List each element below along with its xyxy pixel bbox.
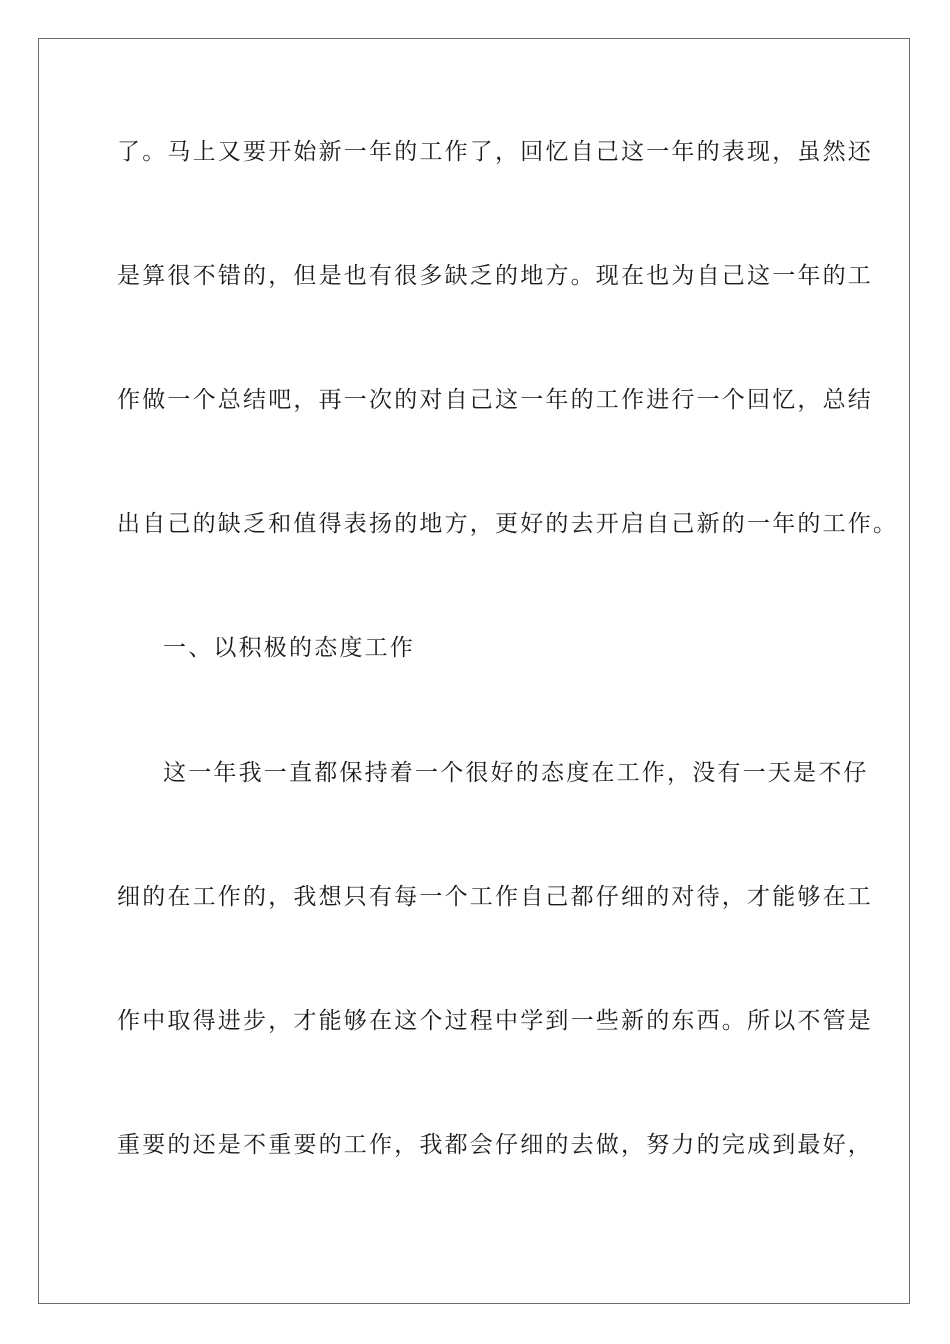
paragraph-line: 这一年我一直都保持着一个很好的态度在工作，没有一天是不仔 [163,760,869,786]
paragraph-line: 作中取得进步，才能够在这个过程中学到一些新的东西。所以不管是 [117,1008,873,1034]
paragraph-line: 是算很不错的，但是也有很多缺乏的地方。现在也为自己这一年的工 [117,263,873,289]
paragraph-line: 作做一个总结吧，再一次的对自己这一年的工作进行一个回忆，总结 [117,387,873,413]
section-heading: 一、以积极的态度工作 [163,635,415,661]
paragraph-line: 出自己的缺乏和值得表扬的地方，更好的去开启自己新的一年的工作。 [117,511,899,537]
paragraph-line: 重要的还是不重要的工作，我都会仔细的去做，努力的完成到最好， [117,1132,873,1158]
page-border [38,38,910,1304]
paragraph-line: 了。马上又要开始新一年的工作了，回忆自己这一年的表现，虽然还 [117,139,873,165]
paragraph-line: 细的在工作的，我想只有每一个工作自己都仔细的对待，才能够在工 [117,884,873,910]
